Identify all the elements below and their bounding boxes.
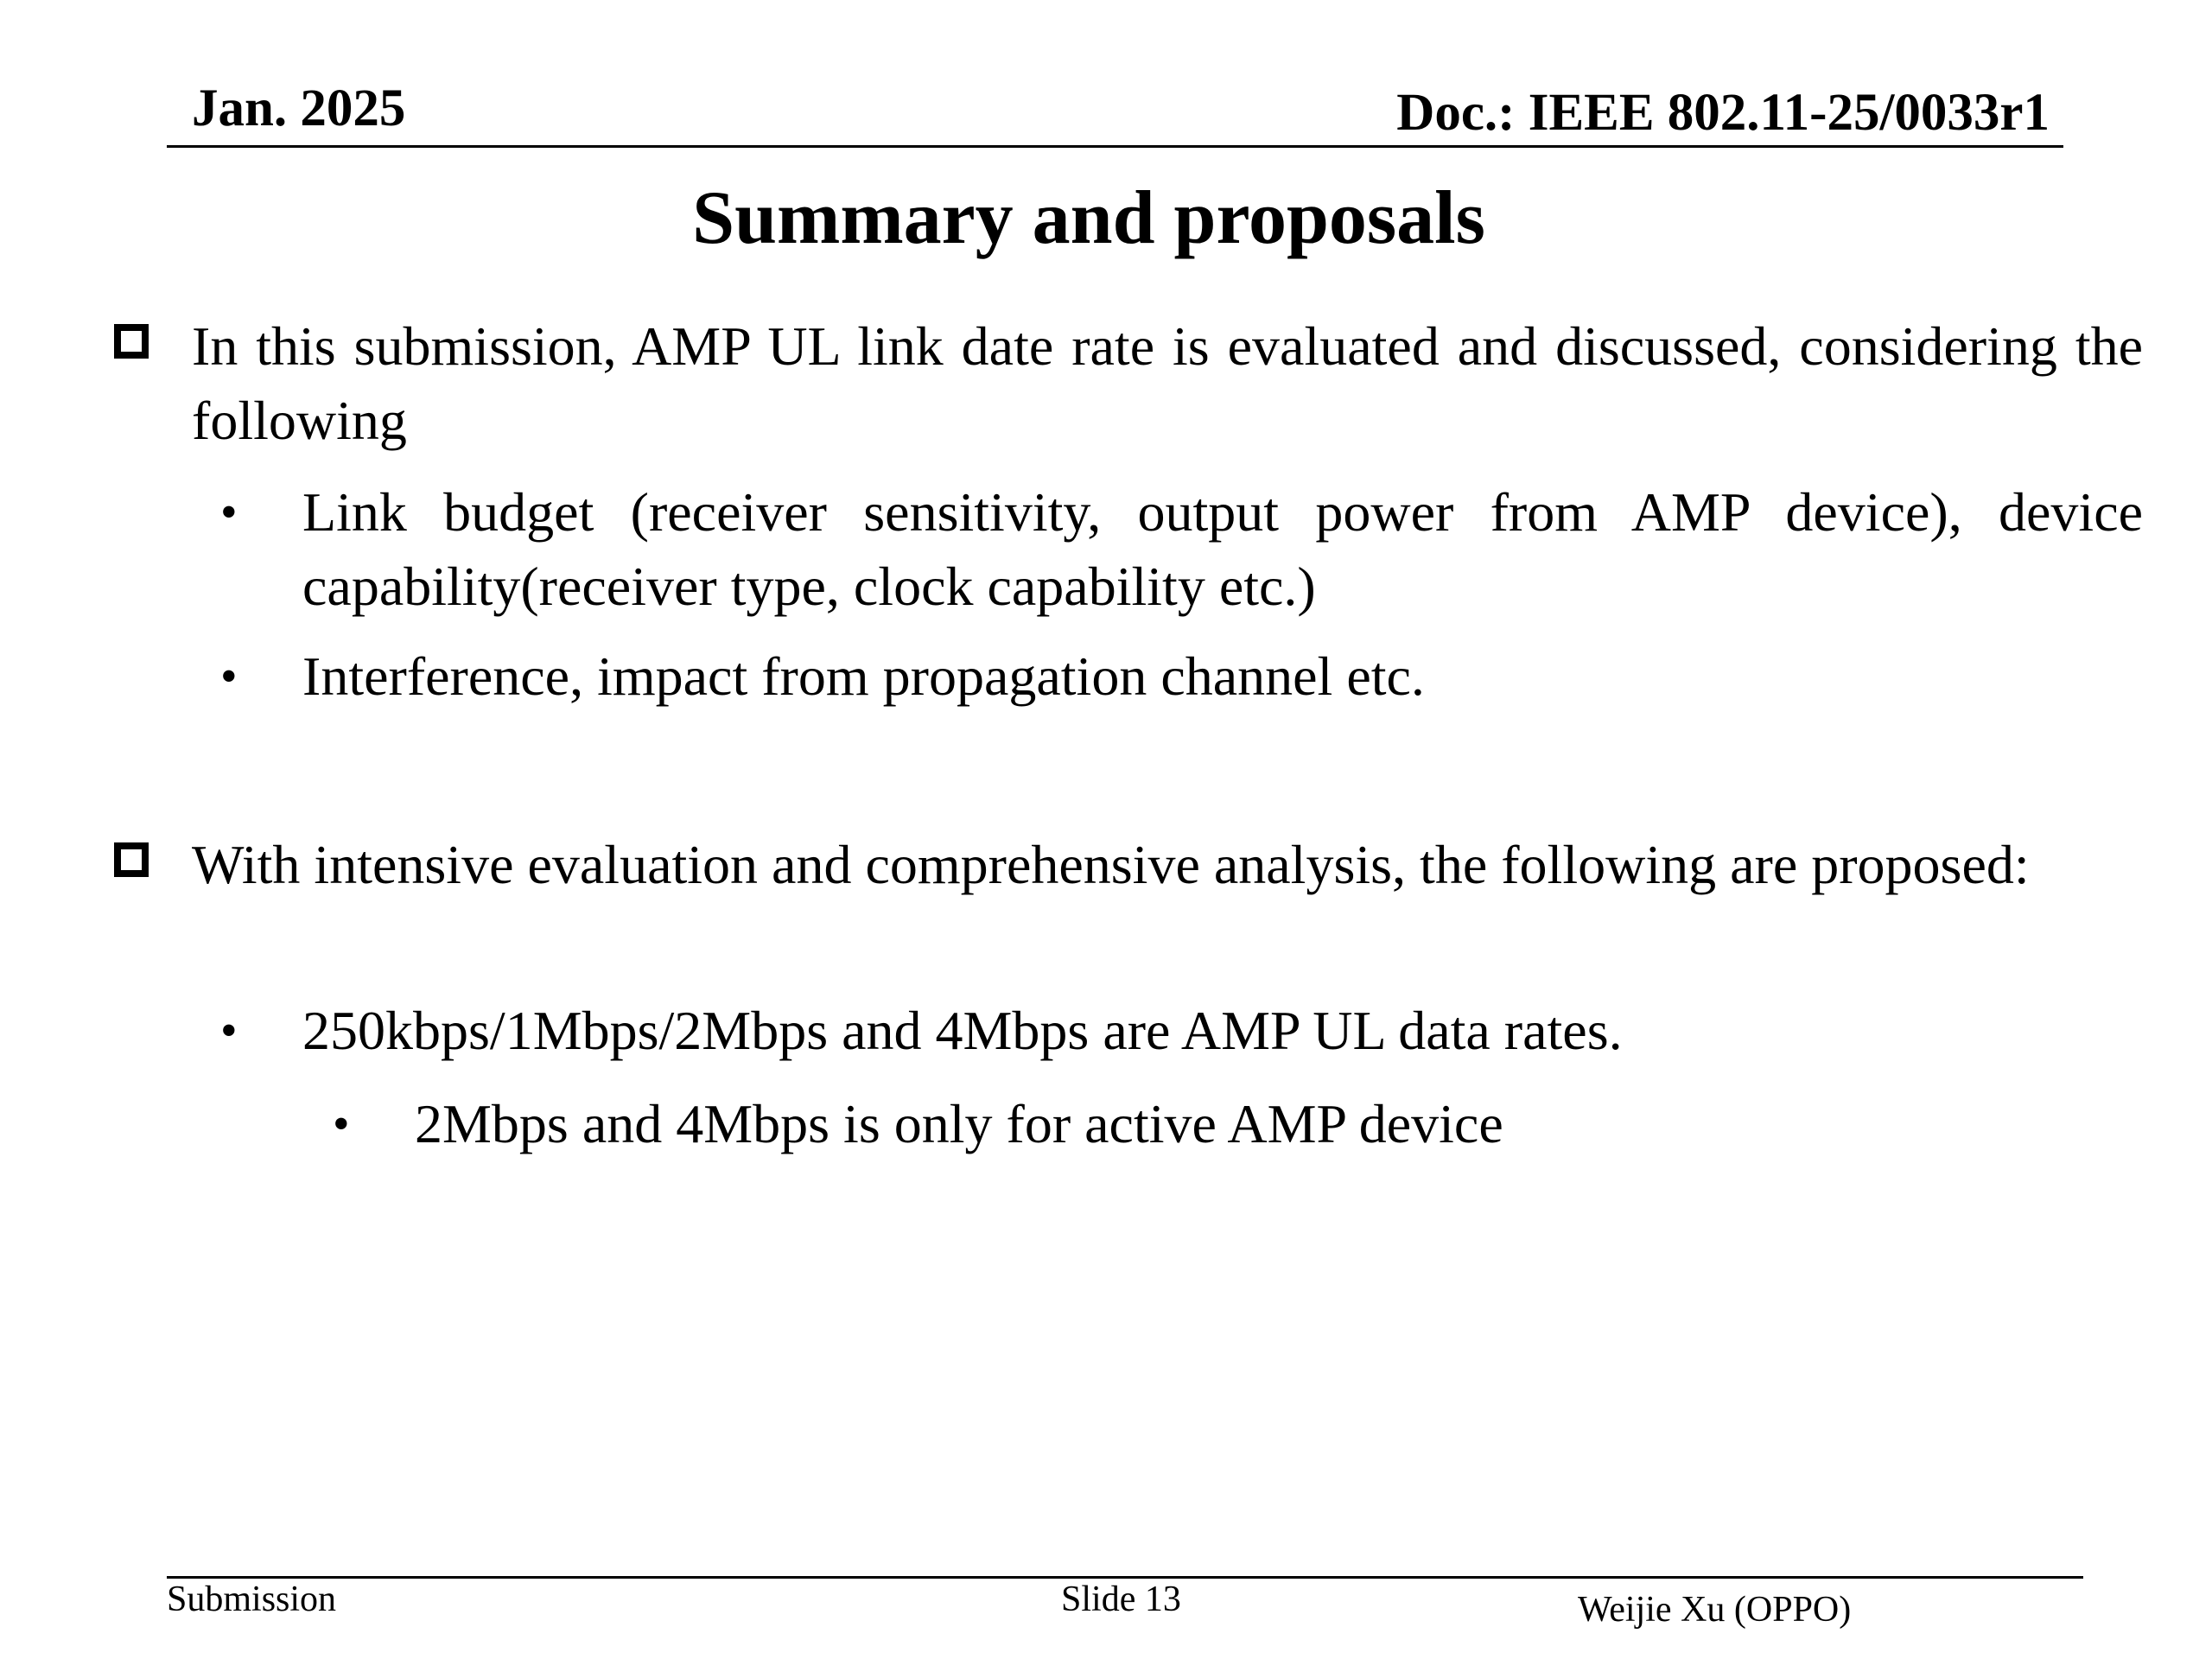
header-doc-id: Doc.: IEEE 802.11-25/0033r1: [1396, 84, 2050, 142]
round-bullet-icon: •: [220, 650, 238, 703]
round-bullet-icon: •: [220, 1004, 238, 1058]
footer-author: Weijie Xu (OPPO): [1578, 1590, 1852, 1630]
square-bullet-icon: [114, 324, 149, 359]
bullet-point-2: With intensive evaluation and comprehensive analysis, the following are proposed:: [192, 834, 2030, 895]
sub-bullet-1-2: Interference, impact from propagation channel etc.: [302, 645, 1425, 707]
sub-bullet-1-1: Link budget (receiver sensitivity, output power from AMP device), device capability(receiver type, clock capability etc.): [302, 481, 2143, 617]
footer-submission: Submission: [167, 1580, 337, 1619]
footer-rule: [167, 1576, 2083, 1579]
round-bullet-icon: •: [220, 486, 238, 539]
header-date: Jan. 2025: [192, 79, 406, 137]
slide-title: Summary and proposals: [692, 176, 1485, 260]
square-bullet-icon: [114, 842, 149, 877]
sub-sub-bullet-2-1-1: 2Mbps and 4Mbps is only for active AMP device: [415, 1093, 1503, 1154]
round-bullet-icon: •: [333, 1097, 350, 1151]
bullet-point-1: In this submission, AMP UL link date rate is evaluated and discussed, considering the following: [192, 315, 2143, 451]
sub-bullet-2-1: 250kbps/1Mbps/2Mbps and 4Mbps are AMP UL data rates.: [302, 1000, 1623, 1061]
footer-slide-number: Slide 13: [1061, 1580, 1181, 1619]
